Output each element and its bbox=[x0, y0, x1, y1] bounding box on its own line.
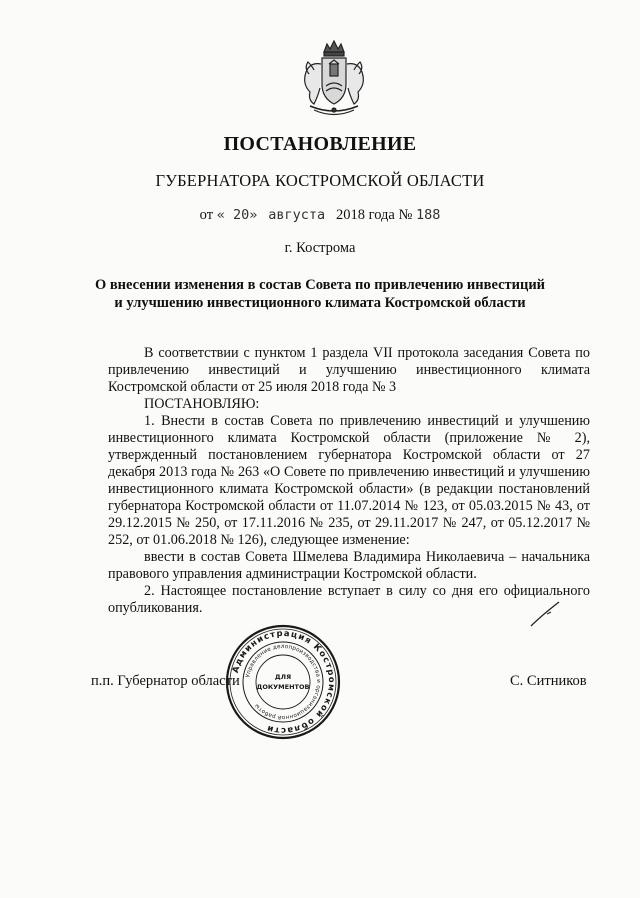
signatory-name: С. Ситников bbox=[510, 673, 587, 689]
date-month: августа bbox=[268, 207, 326, 223]
heading-line-2: и улучшению инвестиционного климата Костромской области bbox=[114, 295, 526, 311]
city: г. Кострома bbox=[284, 240, 356, 256]
signatory-position: п.п. Губернатор области bbox=[91, 673, 240, 689]
heading-line-1: О внесении изменения в состав Совета по привлечению инвестиций bbox=[94, 277, 546, 293]
seal-center-line-2: ДОКУМЕНТОВ bbox=[256, 683, 310, 691]
item-1-change: ввести в состав Совета Шмелева Владимира Николаевича – начальника правового управления администрации Костромской области. bbox=[108, 549, 590, 582]
item-2: 2. Настоящее постановление вступает в силу со дня его официального опубликования. bbox=[108, 583, 590, 616]
issuing-authority: ГУБЕРНАТОРА КОСТРОМСКОЙ ОБЛАСТИ bbox=[155, 171, 485, 190]
document-title: ПОСТАНОВЛЕНИЕ bbox=[223, 133, 417, 155]
document-heading bbox=[0, 276, 640, 312]
document-number: 188 bbox=[415, 207, 441, 223]
date-day: « 20» bbox=[216, 207, 258, 223]
coat-of-arms-icon bbox=[296, 38, 372, 120]
date-year: 2018 года № bbox=[335, 207, 413, 223]
seal-inner-text: Управление делопроизводства и организационной работы bbox=[245, 643, 322, 721]
handwritten-mark-icon bbox=[527, 600, 563, 628]
date-line bbox=[0, 207, 640, 224]
seal-ring-text: Администрация Костромской области bbox=[230, 628, 337, 736]
official-seal-icon bbox=[224, 623, 342, 741]
document-body bbox=[108, 345, 590, 617]
date-prefix: от bbox=[199, 207, 214, 223]
seal-center-line-1: ДЛЯ bbox=[274, 673, 292, 681]
item-1: 1. Внести в состав Совета по привлечению инвестиций и улучшению инвестиционного климата Костромской области (приложение № 2), утвержденный постановлением губернатора Костромской области от 27 декабря 2013 года № 263 «О Совете по привлечению инвестиций и улучшению инвестиционного климата Костромской области» (в редакции постановлений губернатора Костромской области от 11.07.2014 № 123, от 05.03.2015 № 43, от 29.12.2015 № 250, от 17.11.2016 № 235, от 29.11.2017 № 247, от 05.12.2017 № 252, от 01.06.2018 № 126), следующее изменение: bbox=[108, 413, 590, 548]
intro-paragraph: В соответствии с пунктом 1 раздела VII протокола заседания Совета по привлечению инвестиций и улучшению инвестиционного климата Костромской области от 25 июля 2018 года № 3 bbox=[108, 345, 590, 395]
decree-word: ПОСТАНОВЛЯЮ: bbox=[144, 396, 260, 412]
